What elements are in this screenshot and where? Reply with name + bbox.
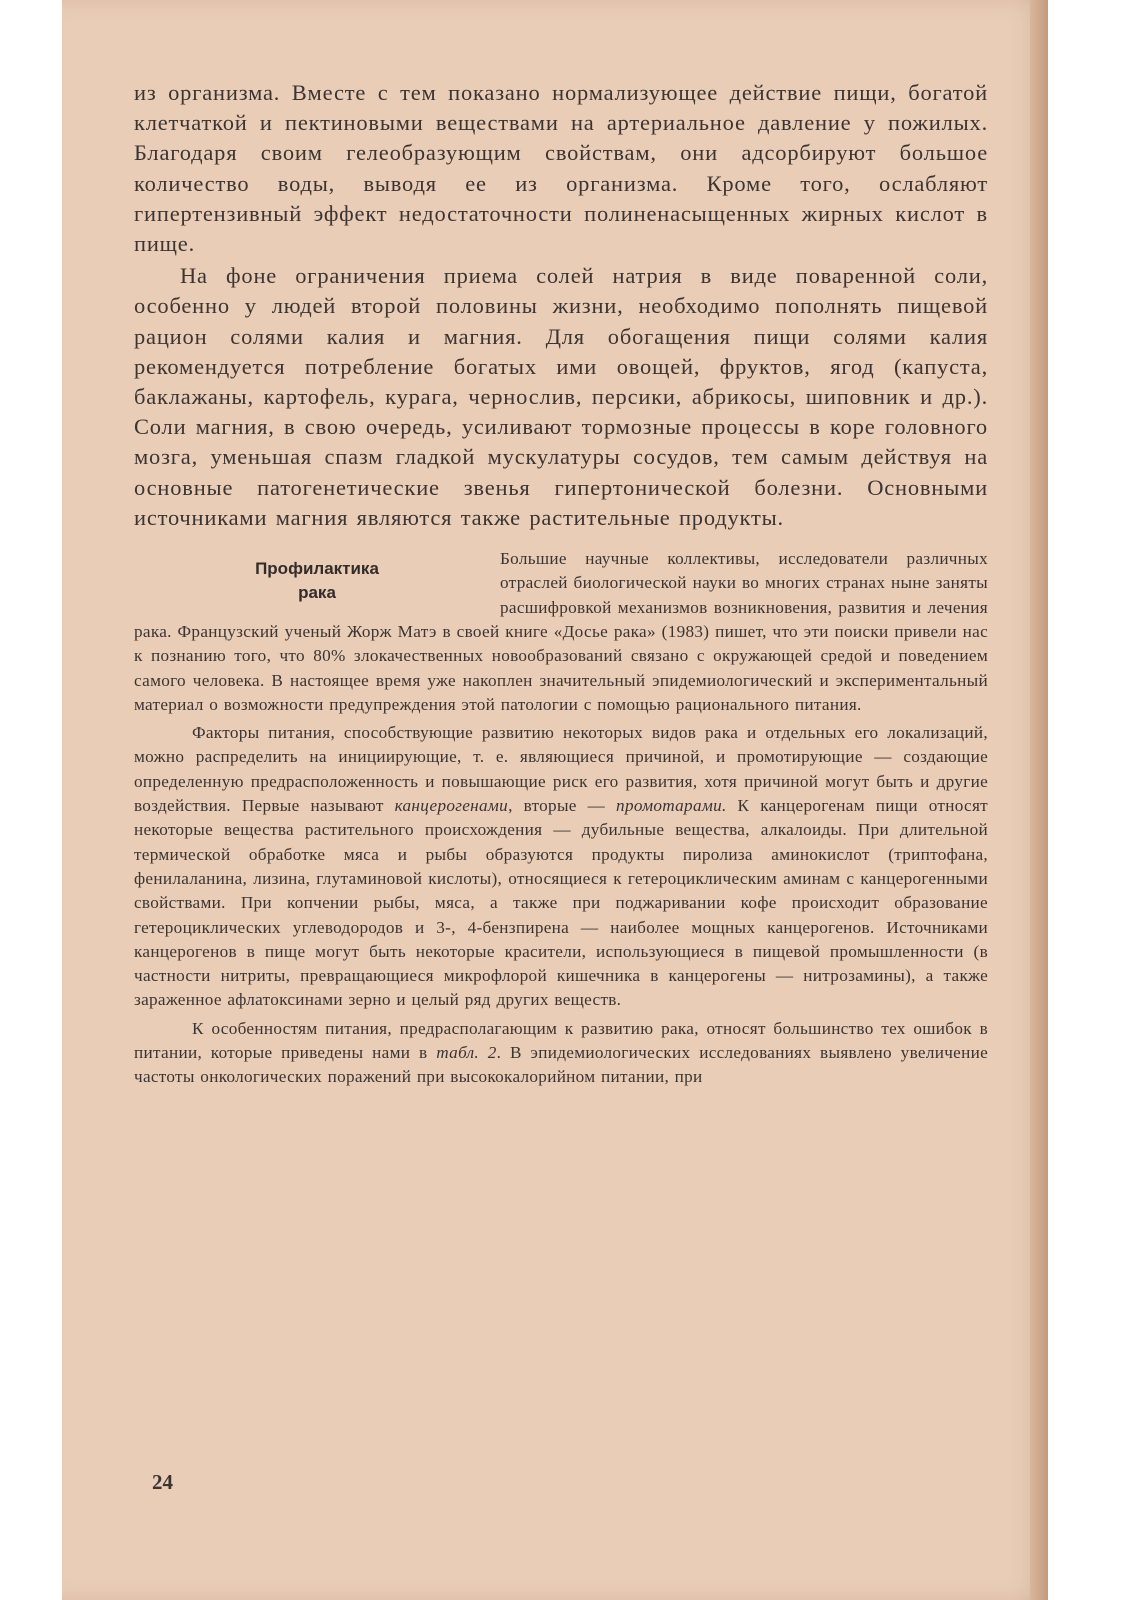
section-heading xyxy=(134,547,500,619)
italic-term: промотарами. xyxy=(616,796,727,816)
text-run: , вторые — xyxy=(508,796,617,816)
text-run: К канцерогенам пищи относят некоторые вещества растительного происхождения — дубильные вещества, алкалоиды. При длительной термической обработке мяса и рыбы образуются продукты пиролиза аминокислот (триптофана, фенилаланина, лизина, глутаминовой кислоты), относящиеся к гетероциклическим аминам с канцерогенными свойствами. При копчении рыбы, мяса, а также при поджаривании кофе происходит образование гетероциклических углеводородов и 3-, 4-бензпирена — наиболее мощных канцерогенов. Источниками канцерогенов в пище могут быть некоторые красители, использующиеся в пищевой промышленности (в частности нитриты, превращающиеся микрофлорой кишечника в канцерогены — нитрозамины), а также зараженное афлатоксинами зерно и целый ряд других веществ. xyxy=(134,796,988,1010)
paragraph-4 xyxy=(134,721,988,1013)
main-text-block xyxy=(134,78,988,533)
page-number: 24 xyxy=(152,1470,173,1494)
italic-term: табл. 2 xyxy=(436,1042,497,1062)
italic-term: канцерогенами xyxy=(394,796,509,816)
text-run: . В эпидемиологических исследованиях выявлено увеличение частоты онкологических поражений при высококалорийном питании, при xyxy=(134,1042,988,1087)
paragraph-2: На фоне ограничения приема солей натрия в виде поваренной соли, особенно у людей второй половины жизни, необходимо пополнять пищевой рацион солями калия и магния. Для обогащения пищи солями калия рекомендуется потребление богатых ими овощей, фруктов, ягод (капуста, баклажаны, картофель, курага, чернослив, персики, абрикосы, шиповник и др.). Соли магния, в свою очередь, усиливают тормозные процессы в коре головного мозга, уменьшая спазм гладкой мускулатуры сосудов, тем самым действуя на основные патогенетические звенья гипертонической болезни. Основными источниками магния являются также растительные продукты. xyxy=(134,263,988,530)
paragraph-1: из организма. Вместе с тем показано нормализующее действие пищи, богатой клетчаткой и пектиновыми веществами на артериальное давление у пожилых. Благодаря своим гелеобразующим свойствам, они адсорбируют большое количество воды, выводя ее из организма. Кроме того, ослабляют гипертензивный эффект недостаточности полиненасыщенных жирных кислот в пище. xyxy=(134,80,988,257)
section-heading-line-2: рака xyxy=(298,583,336,603)
page-binding-edge xyxy=(1030,0,1048,1600)
text-run: К особенностям питания, предрасполагающим к развитию рака, относят большинство тех ошибок в питании, которые приведены нами в xyxy=(134,1018,988,1062)
page-text xyxy=(134,78,988,1090)
section-heading-line-1: Профилактика xyxy=(255,559,379,579)
paragraph-5 xyxy=(134,1017,988,1090)
scan-margin xyxy=(0,0,62,1600)
text-run: Большие научные коллективы, исследователи различных отраслей биологической науки во многих странах ныне заняты расшифровкой механизмов возникновения, развития и лечения рака. Французский ученый Жорж Матэ в своей книге «Досье рака» (1983) пишет, что эти поиски привели нас к познанию того, что 80% злокачественных новообразований связано с окружающей средой и поведением самого человека. В настоящее время уже накоплен значительный эпидемиологический и экспериментальный материал о возможности предупреждения этой патологии с помощью рационального питания. xyxy=(134,549,988,714)
text-run: Факторы питания, способствующие развитию некоторых видов рака и отдельных его локализаций, можно распределить на инициирующие, т. е. являющиеся причиной, и промотирующие — создающие определенную предрасположенность и повышающие риск его развития, хотя причиной могут быть и другие воздействия. Первые называют xyxy=(134,723,988,816)
section-cancer-prevention xyxy=(134,547,988,1090)
